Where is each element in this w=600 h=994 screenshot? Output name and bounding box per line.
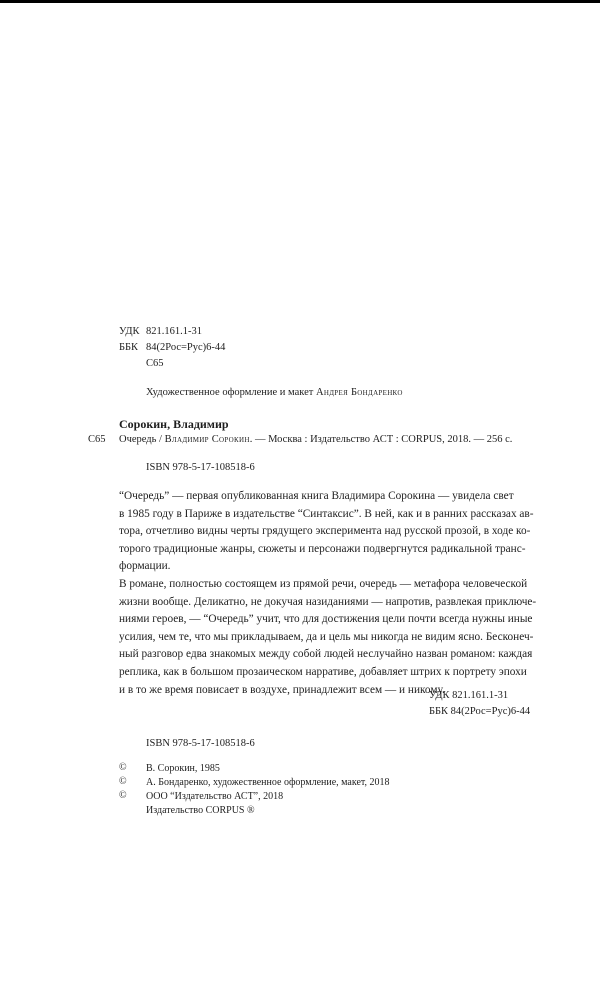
annotation-line: реплика, как в большом прозаическом нарративе, добавляет штрих к портрету эпохи xyxy=(119,665,527,678)
annotation-line: усилия, чем те, что мы прикладываем, да и цель мы никогда не видим ясно. Бесконеч- xyxy=(119,630,534,643)
annotation-paragraph-2 xyxy=(119,576,540,699)
udk-label: УДК xyxy=(119,326,140,337)
annotation-paragraph-1 xyxy=(119,488,540,576)
copyright-line: ООО “Издательство АСТ”, 2018 xyxy=(146,791,284,802)
udk-right: УДК 821.161.1-31 xyxy=(429,690,509,701)
annotation xyxy=(119,488,540,699)
copyright-symbol: © xyxy=(119,790,127,801)
bib-description xyxy=(119,434,512,445)
bbk-right: ББК 84(2Рос=Рус)6-44 xyxy=(429,706,531,717)
bib-isbn: ISBN 978-5-17-108518-6 xyxy=(146,462,255,473)
copyright-line: А. Бондаренко, художественное оформление, макет, 2018 xyxy=(146,777,390,788)
design-credit-prefix: Художественное оформление и макет xyxy=(146,387,316,398)
bib-heading: Сорокин, Владимир xyxy=(119,417,229,431)
copyright-symbol: © xyxy=(119,776,127,787)
annotation-line: жизни вообще. Деликатно, не докучая назиданиями — напротив, развлекая приключе- xyxy=(119,595,537,608)
annotation-line: ный разговор едва знакомых между собой людей неслучайно назван романом: каждая xyxy=(119,648,533,661)
bib-author-sc: Владимир Сорокин xyxy=(164,434,250,445)
copyright-line: В. Сорокин, 1985 xyxy=(146,763,220,774)
top-edge-bar xyxy=(0,0,600,3)
annotation-line: “Очередь” — первая опубликованная книга Владимира Сорокина — увидела свет xyxy=(119,490,514,502)
bib-rest: . — Москва : Издательство АСТ : CORPUS, 2018. — 256 с. xyxy=(249,434,513,445)
annotation-line: ниями героев, — “Очередь” учит, что для достижения цели почти всегда нужны иные xyxy=(119,613,533,626)
annotation-line: тора, отчетливо видны черты грядущего эксперимента над русской прозой, в ходе ко- xyxy=(119,525,531,538)
annotation-line: в 1985 году в Париже в издательстве “Синтаксис”. В ней, как и в ранних рассказах ав- xyxy=(119,507,534,520)
bbk-label: ББК xyxy=(119,342,139,353)
isbn-bottom: ISBN 978-5-17-108518-6 xyxy=(146,738,255,749)
bib-author-mark: С65 xyxy=(88,434,106,445)
copyright-line: Издательство CORPUS ® xyxy=(146,805,255,816)
annotation-line: формации. xyxy=(119,560,171,573)
annotation-line: торого традиционые жанры, сюжеты и персонажи подвергнутся радикальной транс- xyxy=(119,542,526,555)
bbk-value: 84(2Рос=Рус)6-44 xyxy=(146,342,226,353)
copyright-symbol: © xyxy=(119,762,127,773)
design-credit-name: Андрея Бондаренко xyxy=(315,387,403,398)
annotation-line: и в то же время повисает в воздухе, принадлежит всем — и никому. xyxy=(119,683,445,696)
author-mark: С65 xyxy=(146,358,164,369)
annotation-line: В романе, полностью состоящем из прямой речи, очередь — метафора человеческой xyxy=(119,577,528,590)
bib-title: Очередь / xyxy=(119,434,165,445)
design-credit xyxy=(146,387,403,398)
udk-value: 821.161.1-31 xyxy=(146,326,202,337)
